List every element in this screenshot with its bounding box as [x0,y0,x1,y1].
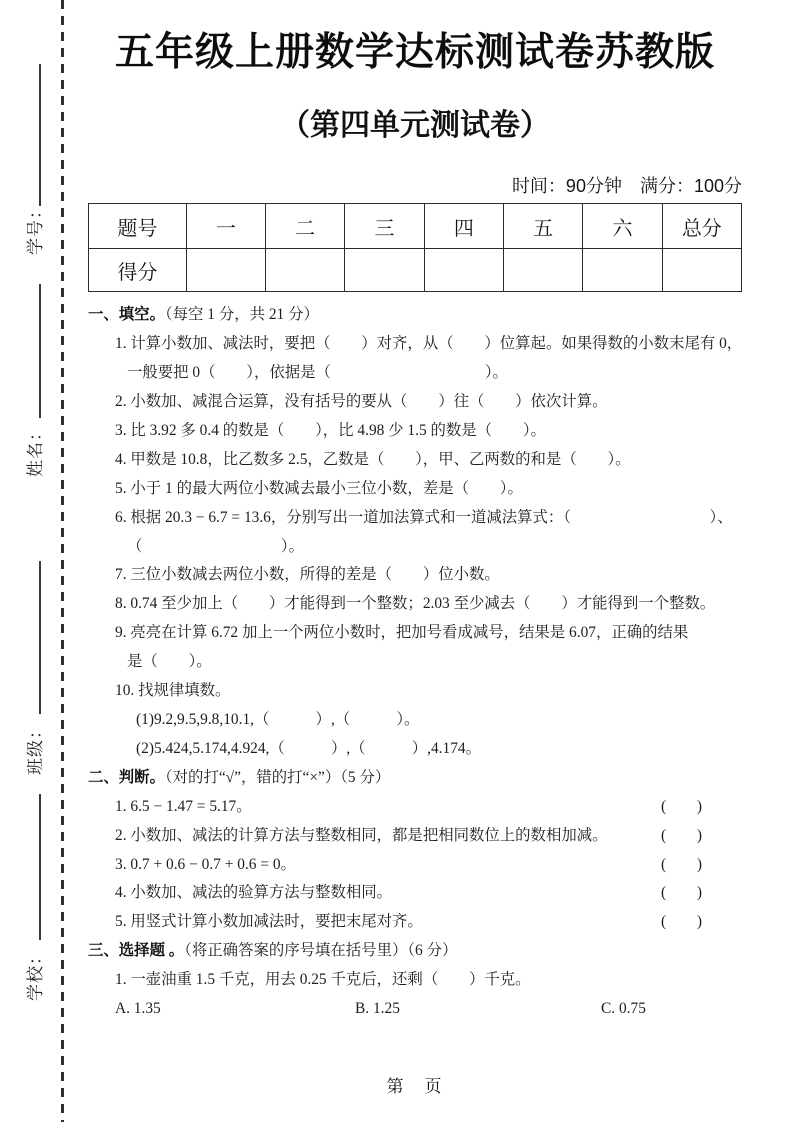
section-2-title: 二、判断。 [88,768,165,786]
exam-main-column [88,0,742,1024]
score-table-header-cell: 四 [424,204,503,249]
class-label: 班级： [26,721,45,775]
score-table-header-cell: 五 [503,204,582,249]
class-fill-line [39,561,41,714]
section-2-note: （对的打“√”，错的打“×”）（5 分） [164,768,391,786]
school-label: 学校： [26,947,45,1001]
judge-3-answer-bracket: ( ) [660,855,702,873]
score-table-header-cell: 一 [186,204,265,249]
score-cell-empty [424,249,503,292]
judge-1-answer-bracket: ( ) [660,797,702,815]
dashed-cut-line [61,0,64,1122]
score-cell-empty [266,249,345,292]
exam-subtitle: （第四单元测试卷） [280,108,550,142]
judge-4-text: 4. 小数加、减法的验算方法与整数相同。 [115,884,393,902]
score-cell-empty [503,249,582,292]
score-row-label: 得分 [89,249,187,292]
judge-1 [88,793,742,822]
question-4: 4. 甲数是 10.8，比乙数多 2.5，乙数是（ ），甲、乙两数的和是（ ）。 [115,450,631,468]
judge-2-text: 2. 小数加、减法的计算方法与整数相同，都是把相同数位上的数相加减。 [115,826,608,844]
question-7: 7. 三位小数减去两位小数，所得的差是（ ）位小数。 [115,566,500,584]
question-5: 5. 小于 1 的最大两位小数减去最小三位小数，差是（ ）。 [115,479,523,497]
choice-1-option-c: C. 0.75 [601,1000,646,1018]
section-1-title: 一、填空。 [88,306,165,324]
question-8: 8. 0.74 至少加上（ ）才能得到一个整数；2.03 至少减去（ ）才能得到一个整数。 [115,595,716,613]
score-table-header-cell: 三 [345,204,424,249]
judge-4-answer-bracket: ( ) [660,884,702,902]
score-table-header-cell: 二 [266,204,345,249]
score-table [88,203,742,292]
section-3-note: （将正确答案的序号填在括号里）（6 分） [184,942,458,960]
choice-1-options [88,995,742,1024]
question-10-sub-1: (1)9.2,9.5,9.8,10.1,（ ）,（ ）。 [136,710,420,728]
student-number-fill-line [39,64,41,206]
section-3-title: 三、选择题 。 [88,942,185,960]
choice-1: 1. 一壶油重 1.5 千克，用去 0.25 千克后，还剩（ ）千克。 [115,971,531,989]
choice-1-option-b: B. 1.25 [355,1000,400,1018]
name-fill-line [39,284,41,418]
section-2-heading [88,764,742,793]
choice-1-option-a: A. 1.35 [115,1000,161,1018]
judge-1-text: 1. 6.5 − 1.47 = 5.17。 [115,797,252,815]
exam-body [88,301,742,1024]
score-table-header-cell: 总分 [662,204,741,249]
page-footer: 第 页 [386,1077,444,1096]
judge-2 [88,822,742,851]
score-table-header-cell: 六 [583,204,662,249]
score-cell-empty [186,249,265,292]
score-cell-empty [583,249,662,292]
judge-5-answer-bracket: ( ) [660,913,702,931]
question-1-line-2: 一般要把 0（ ），依据是（ ）。 [127,364,508,382]
school-fill-line [39,794,41,940]
question-9-line-1: 9. 亮亮在计算 6.72 加上一个两位小数时，把加号看成减号，结果是 6.07，正确的结果 [115,624,689,642]
question-9-line-2: 是（ ）。 [127,653,212,671]
judge-3-text: 3. 0.7 + 0.6 − 0.7 + 0.6 = 0。 [115,855,296,873]
section-1-heading [88,301,742,330]
question-10-sub-2: (2)5.424,5.174,4.924,（ ）,（ ）,4.174。 [136,739,481,757]
score-table-score-row [89,249,742,292]
question-6-line-2: （ ）。 [127,537,304,555]
section-1-note: （每空 1 分，共 21 分） [164,306,319,324]
time-and-score-info: 时间：90分钟 满分：100分 [511,176,742,197]
score-cell-empty [345,249,424,292]
score-cell-empty [662,249,741,292]
judge-4 [88,879,742,908]
score-table-header-cell: 题号 [89,204,187,249]
section-3-heading [88,937,742,966]
exam-title: 五年级上册数学达标测试卷苏教版 [114,31,715,74]
judge-5-text: 5. 用竖式计算小数加减法时，要把末尾对齐。 [115,913,423,931]
question-3: 3. 比 3.92 多 0.4 的数是（ ），比 4.98 少 1.5 的数是（ ）。 [115,421,546,439]
question-2: 2. 小数加、减混合运算，没有括号的要从（ ）往（ ）依次计算。 [115,393,608,411]
score-table-header-row [89,204,742,249]
student-number-label: 学号： [26,201,45,255]
name-label: 姓名： [26,423,45,477]
question-1-line-1: 1. 计算小数加、减法时，要把（ ）对齐，从（ ）位算起。如果得数的小数末尾有 0， [115,335,743,353]
judge-5 [88,908,742,937]
question-6-line-1: 6. 根据 20.3 − 6.7 = 13.6，分别写出一道加法算式和一道减法算式：（ ）、 [115,508,733,526]
judge-3 [88,851,742,880]
question-10: 10. 找规律填数。 [115,682,231,700]
judge-2-answer-bracket: ( ) [660,826,702,844]
